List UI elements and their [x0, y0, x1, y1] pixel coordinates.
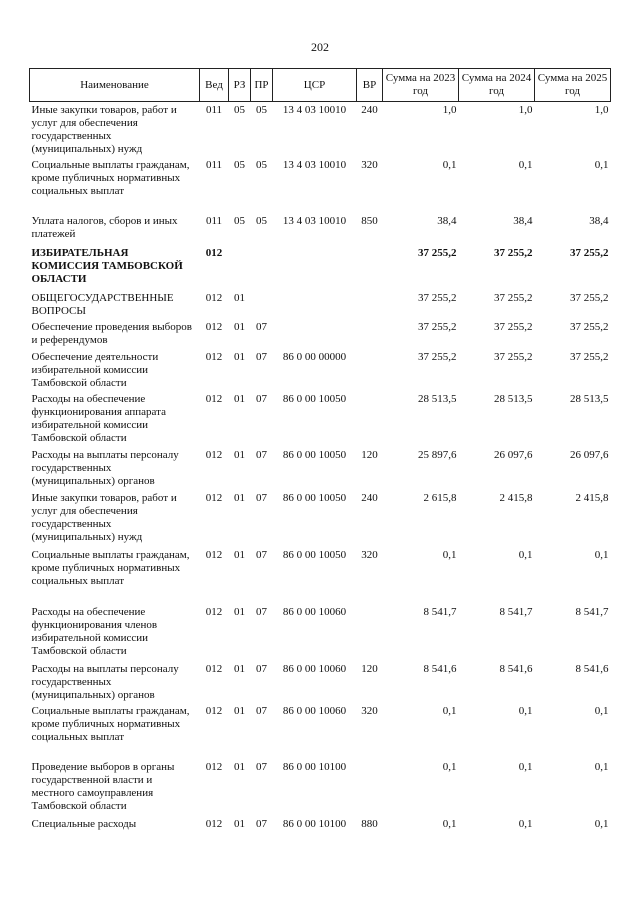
row-ved: 012	[205, 704, 223, 717]
table-row	[30, 349, 611, 391]
row-name: Иные закупки товаров, работ и услуг для обеспечения государственных (муниципальных) нужд	[31, 104, 177, 155]
row-csr: 86 0 00 10050	[282, 548, 347, 561]
row-sum-2023: 37 255,2	[418, 320, 457, 333]
row-sum-2023: 0,1	[442, 548, 457, 561]
row-sum-2023: 37 255,2	[418, 291, 457, 304]
row-rz: 01	[234, 392, 245, 405]
row-sum-2024: 0,1	[518, 704, 533, 717]
row-pr: 05	[256, 104, 267, 116]
row-sum-2025: 0,1	[594, 158, 609, 171]
header-ved: Вед	[200, 69, 229, 102]
row-csr: 86 0 00 10100	[282, 760, 347, 773]
row-csr	[273, 290, 357, 319]
row-sum-2025: 28 513,5	[570, 392, 609, 405]
row-sum-2025: 0,1	[594, 704, 609, 717]
row-csr: 86 0 00 10060	[282, 662, 347, 675]
row-vr: 240	[361, 491, 378, 504]
table-row	[30, 290, 611, 319]
row-sum-2025: 37 255,2	[570, 246, 609, 259]
table-row	[30, 490, 611, 547]
row-name: Проведение выборов в органы государственной власти и местного самоуправления Тамбовской области	[31, 760, 175, 812]
page-number: 202	[311, 40, 329, 54]
row-ved: 012	[205, 448, 223, 461]
row-sum-2023: 8 541,7	[423, 605, 457, 618]
table-row	[30, 604, 611, 661]
row-pr: 07	[256, 662, 267, 675]
row-vr	[357, 349, 383, 391]
row-pr: 07	[256, 548, 267, 561]
table-body	[30, 102, 611, 838]
row-sum-2024: 8 541,7	[499, 605, 533, 618]
row-name: Социальные выплаты гражданам, кроме публичных нормативных социальных выплат	[31, 704, 190, 743]
row-sum-2024: 8 541,6	[499, 662, 533, 675]
row-pr: 07	[256, 704, 267, 717]
table-row	[30, 661, 611, 703]
row-sum-2025: 37 255,2	[570, 350, 609, 363]
row-csr: 86 0 00 00000	[282, 350, 347, 363]
row-vr	[357, 604, 383, 661]
header-name: Наименование	[30, 69, 200, 102]
row-rz: 05	[234, 214, 245, 227]
row-csr: 86 0 00 10050	[282, 491, 347, 504]
row-csr: 13 4 03 10010	[282, 158, 347, 171]
row-sum-2023: 0,1	[442, 158, 457, 171]
row-name: Расходы на выплаты персоналу государственных (муниципальных) органов	[31, 662, 179, 701]
row-pr: 07	[256, 392, 267, 405]
row-rz: 01	[234, 760, 245, 773]
table-row	[30, 447, 611, 490]
row-vr: 320	[361, 158, 378, 171]
row-ved: 012	[205, 605, 223, 618]
row-csr: 86 0 00 10060	[282, 605, 347, 618]
header-rz: РЗ	[229, 69, 251, 102]
table-row	[30, 319, 611, 349]
row-sum-2024: 0,1	[518, 158, 533, 171]
row-pr	[251, 245, 273, 290]
row-rz: 01	[234, 320, 245, 333]
header-pr: ПР	[251, 69, 273, 102]
table-row	[30, 391, 611, 447]
row-vr	[357, 319, 383, 349]
row-ved: 012	[205, 350, 223, 363]
row-name: Уплата налогов, сборов и иных платежей	[31, 214, 178, 240]
row-ved: 012	[205, 320, 223, 333]
row-ved: 011	[205, 214, 223, 227]
row-sum-2023: 1,0	[442, 104, 457, 116]
row-csr: 86 0 00 10050	[282, 448, 347, 461]
table-row	[30, 703, 611, 759]
row-ved: 012	[205, 548, 223, 561]
row-pr: 07	[256, 320, 267, 333]
row-csr: 86 0 00 10060	[282, 704, 347, 717]
row-ved: 012	[205, 662, 223, 675]
row-vr: 850	[361, 214, 378, 227]
row-csr: 86 0 00 10100	[282, 817, 347, 830]
row-sum-2024: 0,1	[518, 817, 533, 830]
header-sum-2025: Сумма на 2025 год	[535, 69, 611, 102]
row-ved: 012	[205, 246, 223, 259]
header-csr: ЦСР	[273, 69, 357, 102]
row-sum-2023: 37 255,2	[418, 350, 457, 363]
row-name: Обеспечение деятельности избирательной комиссии Тамбовской области	[31, 350, 159, 389]
row-ved: 012	[205, 392, 223, 405]
row-pr: 07	[256, 817, 267, 830]
row-rz: 01	[234, 662, 245, 675]
row-sum-2025: 2 415,8	[575, 491, 609, 504]
row-vr	[357, 391, 383, 447]
row-sum-2024: 1,0	[518, 104, 533, 116]
row-sum-2025: 8 541,7	[575, 605, 609, 618]
row-sum-2025: 26 097,6	[570, 448, 609, 461]
row-ved: 011	[205, 158, 223, 171]
row-sum-2024: 37 255,2	[494, 246, 533, 259]
row-name: Расходы на обеспечение функционирования аппарата избирательной комиссии Тамбовской области	[31, 392, 166, 444]
row-sum-2023: 8 541,6	[423, 662, 457, 675]
row-csr	[273, 245, 357, 290]
row-rz: 01	[234, 448, 245, 461]
row-sum-2023: 2 615,8	[423, 491, 457, 504]
table-row	[30, 759, 611, 816]
row-pr: 07	[256, 350, 267, 363]
row-sum-2023: 25 897,6	[418, 448, 457, 461]
row-sum-2025: 1,0	[594, 104, 609, 116]
row-rz: 05	[234, 104, 245, 116]
row-rz: 05	[234, 158, 245, 171]
row-sum-2024: 38,4	[513, 214, 533, 227]
row-pr: 07	[256, 760, 267, 773]
row-pr: 07	[256, 448, 267, 461]
header-sum-2024: Сумма на 2024 год	[459, 69, 535, 102]
row-sum-2024: 37 255,2	[494, 291, 533, 304]
row-pr: 05	[256, 158, 267, 171]
row-csr: 13 4 03 10010	[282, 104, 347, 116]
row-sum-2025: 37 255,2	[570, 291, 609, 304]
row-name: Специальные расходы	[31, 817, 137, 830]
row-pr: 07	[256, 605, 267, 618]
row-name: Социальные выплаты гражданам, кроме публичных нормативных социальных выплат	[31, 548, 190, 587]
row-pr: 07	[256, 491, 267, 504]
row-name: Расходы на обеспечение функционирования членов избирательной комиссии Тамбовской области	[31, 605, 158, 657]
row-sum-2023: 28 513,5	[418, 392, 457, 405]
row-rz: 01	[234, 704, 245, 717]
table-row	[30, 102, 611, 157]
table-row	[30, 213, 611, 245]
table-row	[30, 547, 611, 604]
table-row	[30, 245, 611, 290]
row-sum-2024: 26 097,6	[494, 448, 533, 461]
header-sum-2023: Сумма на 2023 год	[383, 69, 459, 102]
row-ved: 012	[205, 291, 223, 304]
row-sum-2025: 38,4	[589, 214, 609, 227]
row-sum-2024: 0,1	[518, 548, 533, 561]
row-name: Иные закупки товаров, работ и услуг для обеспечения государственных (муниципальных) нужд	[31, 491, 177, 543]
row-vr	[357, 245, 383, 290]
row-vr: 320	[361, 704, 378, 717]
row-name: ИЗБИРАТЕЛЬНАЯ КОМИССИЯ ТАМБОВСКОЙ ОБЛАСТИ	[31, 246, 183, 285]
row-rz: 01	[234, 548, 245, 561]
row-rz	[229, 245, 251, 290]
row-rz: 01	[234, 817, 245, 830]
row-vr: 320	[361, 548, 378, 561]
row-csr: 86 0 00 10050	[282, 392, 347, 405]
row-pr	[251, 290, 273, 319]
row-vr: 120	[361, 662, 378, 675]
row-ved: 012	[205, 817, 223, 830]
row-name: Социальные выплаты гражданам, кроме публичных нормативных социальных выплат	[31, 158, 190, 197]
row-sum-2025: 8 541,6	[575, 662, 609, 675]
row-sum-2024: 37 255,2	[494, 350, 533, 363]
row-sum-2023: 0,1	[442, 704, 457, 717]
table-row	[30, 816, 611, 838]
row-csr	[273, 319, 357, 349]
row-rz: 01	[234, 350, 245, 363]
row-vr	[357, 290, 383, 319]
row-rz: 01	[234, 605, 245, 618]
row-sum-2024: 2 415,8	[499, 491, 533, 504]
row-sum-2025: 37 255,2	[570, 320, 609, 333]
row-rz: 01	[234, 491, 245, 504]
table-header-row	[30, 69, 611, 102]
row-sum-2024: 28 513,5	[494, 392, 533, 405]
row-pr: 05	[256, 214, 267, 227]
row-vr: 880	[361, 817, 378, 830]
row-ved: 012	[205, 760, 223, 773]
row-vr: 120	[361, 448, 378, 461]
row-name: ОБЩЕГОСУДАРСТВЕННЫЕ ВОПРОСЫ	[31, 291, 174, 317]
row-sum-2024: 37 255,2	[494, 320, 533, 333]
row-vr: 240	[361, 104, 378, 116]
row-sum-2023: 37 255,2	[418, 246, 457, 259]
row-ved: 011	[205, 104, 223, 116]
row-vr	[357, 759, 383, 816]
row-ved: 012	[205, 491, 223, 504]
table-row	[30, 157, 611, 213]
row-name: Обеспечение проведения выборов и референдумов	[31, 320, 192, 346]
row-name: Расходы на выплаты персоналу государственных (муниципальных) органов	[31, 448, 179, 487]
row-sum-2024: 0,1	[518, 760, 533, 773]
budget-table	[29, 68, 611, 838]
row-sum-2025: 0,1	[594, 760, 609, 773]
row-sum-2025: 0,1	[594, 548, 609, 561]
row-rz: 01	[234, 291, 245, 304]
row-sum-2023: 0,1	[442, 760, 457, 773]
row-sum-2025: 0,1	[594, 817, 609, 830]
row-sum-2023: 38,4	[437, 214, 457, 227]
row-csr: 13 4 03 10010	[282, 214, 347, 227]
header-vr: ВР	[357, 69, 383, 102]
row-sum-2023: 0,1	[442, 817, 457, 830]
